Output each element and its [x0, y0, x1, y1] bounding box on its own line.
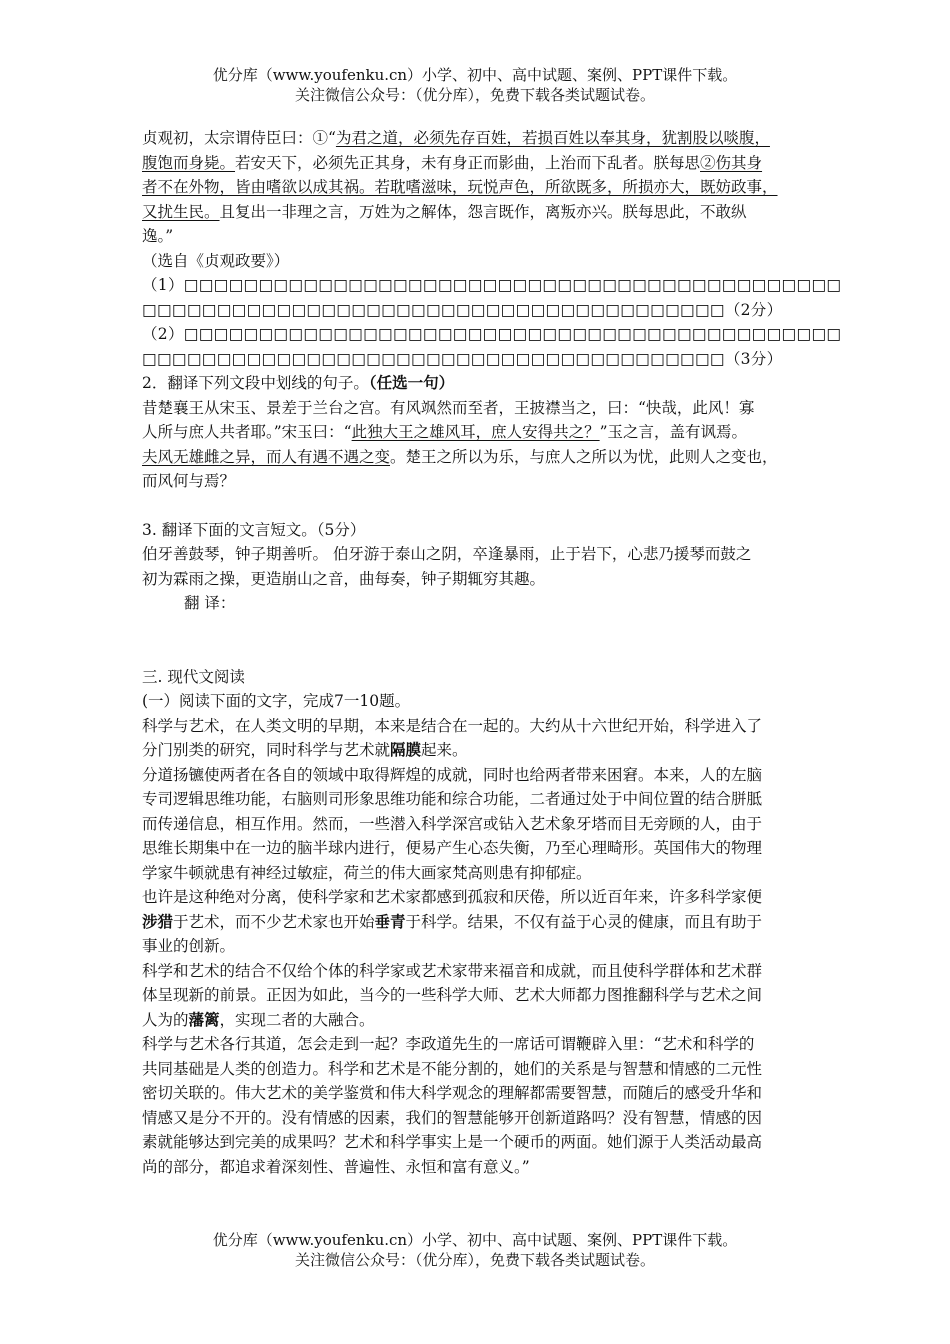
underlined-sentence: 者不在外物，皆由嗜欲以成其祸。若耽嗜滋味，玩悦声色，所欲既多，所损亦大，既妨政事，	[142, 178, 778, 196]
text-line	[142, 420, 814, 445]
spacer	[142, 494, 814, 518]
question-2-line-1: （2）□□□□□□□□□□□□□□□□□□□□□□□□□□□□□□□□□□□□□□□□□□□□	[142, 325, 842, 343]
text-span: 。楚王之所以为乐，与庶人之所以为忧，此则人之变也，	[390, 447, 778, 466]
text-span: ，实现二者的大融合。	[219, 1010, 375, 1029]
text-span: 且复出一非理之言，万姓为之解体，怨言既作，离叛亦兴。朕每思此，不敢纵	[219, 202, 747, 221]
text-line: 也许是这种绝对分离，使科学家和艺术家都感到孤寂和厌倦，所以近百年来，许多科学家便	[142, 888, 763, 906]
bold-keyword: 隔膜	[390, 740, 422, 759]
header-line-2: 关注微信公众号：（优分库），免费下载各类试题试卷。	[294, 86, 655, 104]
footer-line-2: 关注微信公众号：（优分库），免费下载各类试题试卷。	[294, 1251, 655, 1269]
source-citation: （选自《贞观政要》）	[142, 251, 290, 270]
text-line: 共同基础是人类的创造力。科学和艺术是不能分割的，她们的关系是与智慧和情感的二元性	[142, 1059, 763, 1078]
header-line-1: 优分库（www.youfenku.cn）小学、初中、高中试题、案例、PPT课件下载。	[212, 66, 738, 84]
question-2-block	[142, 371, 814, 494]
text-line: 科学和艺术的结合不仅给个体的科学家或艺术家带来福音和成就，而且使科学群体和艺术群	[142, 961, 763, 980]
underlined-sentence: 为君之道，必须先存百姓，若损百姓以奉其身，犹割股以啖腹，	[335, 129, 770, 147]
text-line	[142, 738, 814, 763]
text-line	[142, 910, 814, 935]
text-line: 科学与艺术，在人类文明的早期，本来是结合在一起的。大约从十六世纪开始，科学进入了	[142, 716, 763, 735]
text-span: 人为的	[142, 1010, 189, 1029]
text-line	[142, 445, 814, 470]
underlined-sentence: 此独大王之雄风耳，庶人安得共之？	[351, 423, 600, 441]
text-span: 于艺术，而不少艺术家也开始	[173, 912, 375, 931]
text-line	[142, 175, 814, 200]
question-3-block	[142, 518, 814, 616]
section-modern-reading	[142, 665, 814, 1180]
question-1-line-1: （1）□□□□□□□□□□□□□□□□□□□□□□□□□□□□□□□□□□□□□□□□□□□□	[142, 276, 842, 294]
text-line: 尚的部分，都追求着深刻性、普遍性、永恒和富有意义。”	[142, 1157, 530, 1176]
question-1-line-2: □□□□□□□□□□□□□□□□□□□□□□□□□□□□□□□□□□□□□□□（2分）	[142, 300, 783, 319]
question-2-line-2: □□□□□□□□□□□□□□□□□□□□□□□□□□□□□□□□□□□□□□□（3分）	[142, 349, 783, 368]
text-line	[142, 151, 814, 176]
page-header	[0, 65, 950, 105]
text-span: 2．翻译下列文段中划线的句子。	[142, 374, 369, 392]
text-line: 而传递信息，相互作用。然而，一些潜入科学深宫或钻入艺术象牙塔而目无旁顾的人，由于	[142, 814, 763, 833]
text-line	[142, 200, 814, 225]
footer-line-1: 优分库（www.youfenku.cn）小学、初中、高中试题、案例、PPT课件下载。	[212, 1231, 738, 1249]
text-line: 科学与艺术各行其道，怎会走到一起？李政道先生的一席话可谓鞭辟入里：“艺术和科学的	[142, 1035, 755, 1053]
text-line: 密切关联的。伟大艺术的美学鉴赏和伟大科学观念的理解都需要智慧，而随后的感受升华和	[142, 1084, 763, 1102]
text-line: 学家牛顿就患有神经过敏症，荷兰的伟大画家梵高则患有抑郁症。	[142, 863, 592, 882]
text-span: 贞观初，太宗谓侍臣曰：①“	[142, 129, 336, 147]
bold-keyword: 藩篱	[188, 1009, 220, 1029]
underlined-sentence: 夫风无雄雌之异，而人有遇不遇之变	[142, 447, 391, 466]
text-line: 昔楚襄王从宋玉、景差于兰台之宫。有风飒然而至者，王披襟当之，曰：“快哉，此风！寡	[142, 398, 755, 417]
underlined-sentence: 腹饱而身毙。	[142, 153, 236, 172]
text-span: 人所与庶人共者耶。”宋玉曰：“	[142, 423, 352, 441]
page-footer	[0, 1230, 950, 1270]
text-span: 若安天下，必须先正其身，未有身正而影曲，上治而下乱者。朕每思	[235, 153, 701, 172]
answer-label: 翻 译：	[184, 594, 236, 612]
passage-zhenguan	[142, 126, 842, 371]
text-line	[142, 126, 814, 151]
section-subheading: (一）阅读下面的文字，完成7一10题。	[142, 692, 411, 710]
text-line: 伯牙善鼓琴，钟子期善听。 伯牙游于泰山之阴，卒逢暴雨，止于岩下，心悲乃援琴而鼓之	[142, 545, 752, 563]
question-3-title: 3. 翻译下面的文言短文。（5分）	[142, 520, 366, 539]
text-line: 逸。”	[142, 227, 174, 245]
text-span: 于科学。结果，不仅有益于心灵的健康，而且有助于	[405, 912, 763, 931]
text-line: 初为霖雨之操，更造崩山之音，曲每奏，钟子期辄穷其趣。	[142, 569, 546, 588]
text-span: 分门别类的研究，同时科学与艺术就	[142, 741, 391, 759]
bold-keyword: 涉猎	[142, 911, 174, 931]
document-body	[142, 126, 842, 1179]
text-line: 分道扬镳使两者在各自的领域中取得辉煌的成就，同时也给两者带来困窘。本来，人的左脑	[142, 765, 763, 784]
text-span: 起来。	[421, 741, 468, 759]
spacer	[142, 616, 814, 665]
text-line	[142, 1008, 814, 1033]
bold-keyword: 垂青	[374, 911, 406, 931]
text-line: 情感又是分不开的。没有情感的因素，我们的智慧能够开创新道路吗？没有智慧，情感的因	[142, 1108, 763, 1127]
text-line: 事业的创新。	[142, 937, 236, 955]
question-2-title	[142, 371, 814, 396]
underlined-sentence: 又扰生民。	[142, 202, 220, 221]
bold-note: （任选一句）	[368, 373, 455, 392]
text-line: 而风何与焉？	[142, 472, 236, 490]
text-line: 专司逻辑思维功能，右脑则司形象思维功能和综合功能，二者通过处于中间位置的结合胼胝	[142, 790, 763, 808]
section-heading: 三. 现代文阅读	[142, 667, 245, 686]
text-line: 素就能够达到完美的成果吗？艺术和科学事实上是一个硬币的两面。她们源于人类活动最高	[142, 1133, 763, 1151]
text-span: ”玉之言，盖有讽焉。	[599, 423, 748, 441]
underlined-sentence: ②伤其身	[700, 153, 763, 172]
text-line: 体呈现新的前景。正因为如此，当今的一些科学大师、艺术大师都力图推翻科学与艺术之间	[142, 986, 763, 1004]
text-line: 思维长期集中在一边的脑半球内进行，便易产生心态失衡，乃至心理畸形。英国伟大的物理	[142, 839, 763, 857]
